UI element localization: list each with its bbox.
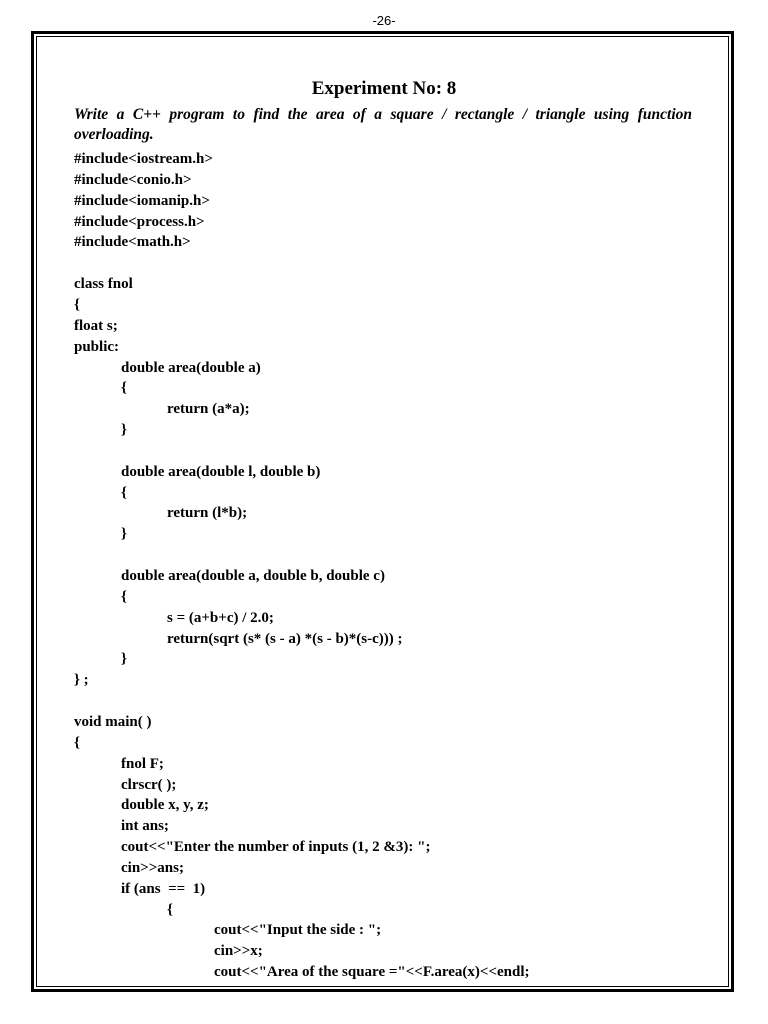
code-line: clrscr( ); bbox=[121, 776, 177, 793]
code-line: #include<math.h> bbox=[74, 234, 191, 251]
code-line: void main( ) bbox=[74, 713, 152, 730]
code-line: class fnol bbox=[74, 276, 133, 293]
code-line: return (a*a); bbox=[167, 401, 250, 418]
code-line: } bbox=[121, 651, 127, 668]
code-line: cin>>x; bbox=[214, 943, 263, 960]
code-line: } ; bbox=[74, 672, 89, 689]
code-line: double area(double a) bbox=[121, 359, 261, 376]
code-line: { bbox=[74, 734, 80, 751]
code-line: return(sqrt (s* (s - a) *(s - b)*(s-c))) ; bbox=[167, 630, 403, 647]
code-line: public: bbox=[74, 338, 120, 355]
code-line: cout<<"Area of the square ="<<F.area(x)<<endl; bbox=[214, 964, 530, 981]
code-line: return (l*b); bbox=[167, 505, 248, 522]
experiment-aim: Write a C++ program to find the area of a square / rectangle / triangle using function overloading. bbox=[74, 106, 692, 143]
code-line: double area(double l, double b) bbox=[121, 463, 321, 480]
code-line: { bbox=[121, 484, 127, 501]
code-line: cin>>ans; bbox=[121, 859, 184, 876]
code-line: cout<<"Input the side : "; bbox=[214, 922, 382, 939]
code-line: #include<conio.h> bbox=[74, 171, 192, 188]
code-line: if (ans == 1) bbox=[121, 880, 206, 897]
code-line: } bbox=[121, 422, 127, 439]
code-line: } bbox=[121, 526, 127, 543]
code-line: cout<<"Enter the number of inputs (1, 2 &3): "; bbox=[121, 839, 431, 856]
code-line: fnol F; bbox=[121, 755, 164, 772]
code-line: #include<iomanip.h> bbox=[74, 192, 210, 209]
code-line: { bbox=[74, 296, 80, 313]
code-line: { bbox=[121, 588, 127, 605]
code-line: #include<process.h> bbox=[74, 213, 205, 230]
experiment-title: Experiment No: 8 bbox=[311, 78, 457, 99]
code-line: #include<iostream.h> bbox=[74, 151, 213, 167]
page-number: -26- bbox=[372, 13, 396, 28]
code-line: double area(double a, double b, double c) bbox=[121, 568, 385, 584]
code-line: { bbox=[167, 901, 173, 918]
code-line: double x, y, z; bbox=[121, 797, 209, 814]
code-line: float s; bbox=[74, 317, 118, 334]
code-line: { bbox=[121, 380, 127, 397]
code-line: int ans; bbox=[121, 818, 169, 835]
code-line: s = (a+b+c) / 2.0; bbox=[167, 609, 274, 626]
